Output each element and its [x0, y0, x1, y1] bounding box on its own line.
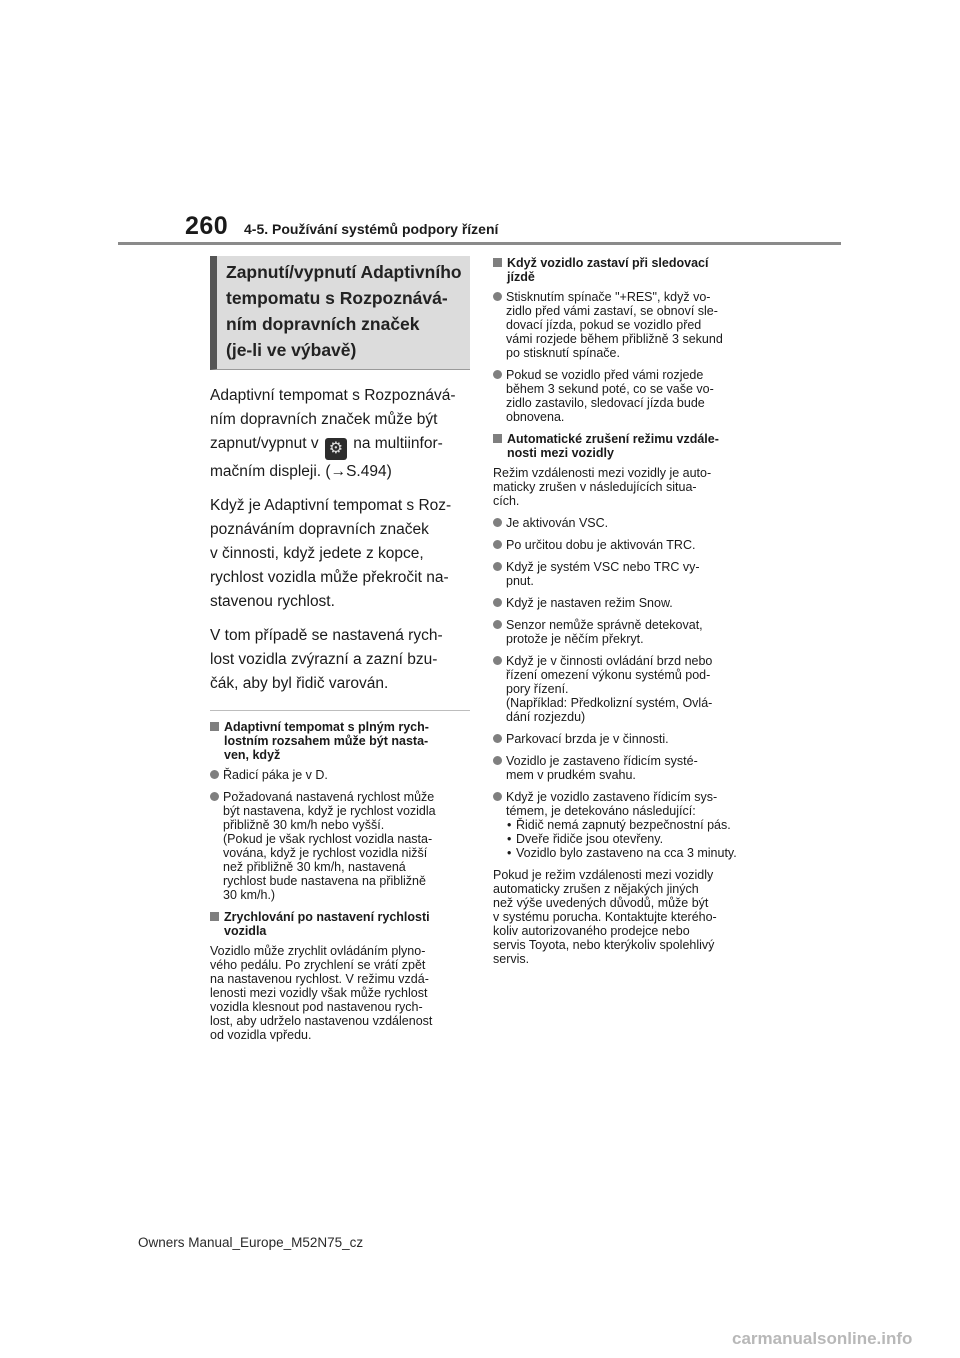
text-line: servis. [493, 952, 530, 966]
text-line: než výše uvedených důvodů, může být [493, 896, 709, 910]
text-line: mačním displeji. (→S.494) [210, 463, 392, 480]
square-bullet-icon [493, 258, 502, 267]
text-line: poznáváním dopravních značek [210, 521, 429, 538]
text-line: Požadovaná nastavená rychlost může [223, 790, 435, 804]
heading-line: tempomatu s Rozpoznává- [226, 288, 448, 308]
text-line: po stisknutí spínače. [506, 346, 620, 360]
text-line: v systému porucha. Kontaktujte kterého- [493, 910, 717, 924]
text-line: Když je systém VSC nebo TRC vy- [506, 560, 700, 574]
text-line: rychlost bude nastavena na přibližně [223, 874, 426, 888]
acceleration-paragraph [210, 944, 470, 1042]
text-line: Je aktivován VSC. [506, 516, 609, 530]
text-line: vého pedálu. Po zrychlení se vrátí zpět [210, 958, 426, 972]
text-line: Když je Adaptivní tempomat s Roz- [210, 497, 452, 514]
text-line: maticky zrušen v následujících situa- [493, 480, 697, 494]
text-line: zapnut/vypnut v [210, 435, 319, 452]
circle-bullet-icon [493, 370, 502, 379]
text-line: lenosti mezi vozidly však může rychlost [210, 986, 428, 1000]
auto-cancel-paragraph [493, 466, 755, 508]
heading-line: Zapnutí/vypnutí Adaptivního [226, 262, 462, 282]
circle-bullet-icon [210, 770, 219, 779]
text-line: dání rozjezdu) [506, 710, 586, 724]
right-column [493, 256, 755, 974]
intro-paragraph-1 [210, 384, 470, 484]
text-line: zidlo zastavilo, sledovací jízda bude [506, 396, 705, 410]
text-line: řízení omezení výkonu systémů pod- [506, 668, 711, 682]
bullet-item [493, 290, 755, 360]
text-line: V tom případě se nastavená rych- [210, 627, 443, 644]
text-line: na nastavenou rychlost. V režimu vzdá- [210, 972, 429, 986]
sub-heading-auto-cancel [493, 432, 755, 460]
malfunction-paragraph [493, 868, 755, 966]
text-line: cích. [493, 494, 520, 508]
left-column [210, 256, 470, 1050]
text-line: Pokud se vozidlo před vámi rozjede [506, 368, 704, 382]
square-bullet-icon [210, 722, 219, 731]
circle-bullet-icon [493, 734, 502, 743]
section-divider [210, 710, 470, 711]
text-line: témem, je detekováno následující: [506, 804, 696, 818]
text-line: vozidla [224, 924, 267, 938]
sub-list-item: • Dveře řidiče jsou otevřeny. [506, 832, 755, 846]
bullet-item [493, 790, 755, 860]
section-title: 4-5. Používání systémů podpory řízení [244, 221, 499, 237]
bullet-item [210, 790, 470, 902]
circle-bullet-icon [493, 620, 502, 629]
text-line: servis Toyota, nebo kterýkoliv spolehlivý [493, 938, 715, 952]
bullet-item [493, 516, 755, 530]
circle-bullet-icon [493, 518, 502, 527]
square-bullet-icon [493, 434, 502, 443]
heading-line: ním dopravních značek [226, 314, 420, 334]
text-line: pory řízení. [506, 682, 569, 696]
sub-heading-acceleration [210, 910, 470, 938]
intro-text [210, 384, 470, 696]
text-line: (Pokud je však rychlost vozidla nasta- [223, 832, 433, 846]
text-line: mem v prudkém svahu. [506, 768, 636, 782]
page-number: 260 [185, 212, 229, 240]
watermark: carmanualsonline.info [732, 1329, 913, 1348]
circle-bullet-icon [493, 562, 502, 571]
bullet-item [493, 560, 755, 588]
bullet-item [493, 732, 755, 746]
bullet-item [493, 538, 755, 552]
text-line: Vozidlo je zastaveno řídicím systé- [506, 754, 698, 768]
bullet-item [493, 618, 755, 646]
text-line: na multiinfor- [353, 435, 443, 452]
text-line: Když je v činnosti ovládání brzd nebo [506, 654, 713, 668]
text-line: přibližně 30 km/h nebo vyšší. [223, 818, 385, 832]
text-line: Zrychlování po nastavení rychlosti [224, 910, 430, 924]
text-line: pnut. [506, 574, 534, 588]
circle-bullet-icon [493, 656, 502, 665]
text-line: nosti mezi vozidly [507, 446, 614, 460]
sub-list-item: • Řidič nemá zapnutý bezpečnostní pás. [506, 818, 755, 832]
bullet-item [493, 596, 755, 610]
text-line: během 3 sekund poté, co se vaše vo- [506, 382, 714, 396]
circle-bullet-icon [493, 292, 502, 301]
text-line: lostním rozsahem může být nasta- [224, 734, 429, 748]
intro-paragraph-2 [210, 494, 470, 614]
text-line: koliv autorizovaného prodejce nebo [493, 924, 690, 938]
text-line: Pokud je režim vzdálenosti mezi vozidly [493, 868, 714, 882]
text-line: Když je nastaven režim Snow. [506, 596, 673, 610]
square-bullet-icon [210, 912, 219, 921]
text-line: protože je něčím překryt. [506, 632, 644, 646]
bullet-item [493, 368, 755, 424]
bullet-item [210, 768, 470, 782]
sub-list-item: • Vozidlo bylo zastaveno na cca 3 minuty. [506, 846, 755, 860]
heading-line: (je-li ve výbavě) [226, 340, 357, 360]
bullet-item [493, 654, 755, 724]
text-line: Řadicí páka je v D. [223, 768, 328, 782]
manual-footer: Owners Manual_Europe_M52N75_cz [138, 1235, 364, 1250]
gear-settings-icon: ⚙ [325, 438, 347, 460]
sub-heading-vehicle-stops [493, 256, 755, 284]
text-line: lost vozidla zvýrazní a zazní bzu- [210, 651, 438, 668]
circle-bullet-icon [493, 756, 502, 765]
text-line: Když je vozidlo zastaveno řídicím sys- [506, 790, 718, 804]
text-line: lost, aby udrželo nastavenou vzdálenost [210, 1014, 433, 1028]
text-line: dovací jízda, pokud se vozidlo před [506, 318, 702, 332]
text-line: Vozidlo může zrychlit ovládáním plyno- [210, 944, 426, 958]
text-line: Po určitou dobu je aktivován TRC. [506, 538, 696, 552]
text-line: vámi rozjede během přibližně 3 sekund [506, 332, 723, 346]
text-line: v činnosti, když jedete z kopce, [210, 545, 424, 562]
text-line: být nastavena, když je rychlost vozidla [223, 804, 436, 818]
text-line: Adaptivní tempomat s Rozpoznává- [210, 387, 456, 404]
text-line: od vozidla vpředu. [210, 1028, 312, 1042]
text-line: Adaptivní tempomat s plným rych- [224, 720, 429, 734]
text-line: ven, když [224, 748, 281, 762]
text-line: obnovena. [506, 410, 565, 424]
circle-bullet-icon [210, 792, 219, 801]
bullet-item [493, 754, 755, 782]
text-line: Stisknutím spínače "+RES", když vo- [506, 290, 711, 304]
text-line: Když vozidlo zastaví při sledovací [507, 256, 709, 270]
boxed-heading [210, 256, 470, 370]
text-line: vozidla klesnout pod nastavenou rych- [210, 1000, 423, 1014]
text-line: automaticky zrušen z nějakých jiných [493, 882, 699, 896]
text-line: jízdě [507, 270, 535, 284]
text-line: Parkovací brzda je v činnosti. [506, 732, 669, 746]
intro-paragraph-3 [210, 624, 470, 696]
circle-bullet-icon [493, 540, 502, 549]
text-line: Automatické zrušení režimu vzdále- [507, 432, 719, 446]
text-line: vována, když je rychlost vozidla nižší [223, 846, 428, 860]
text-line: zidlo před vámi zastaví, se obnoví sle- [506, 304, 718, 318]
circle-bullet-icon [493, 792, 502, 801]
text-line: čák, aby byl řidič varován. [210, 675, 389, 692]
sub-heading-full-speed-range [210, 720, 470, 762]
text-line: Režim vzdálenosti mezi vozidly je auto- [493, 466, 712, 480]
text-line: 30 km/h.) [223, 888, 276, 902]
text-line: stavenou rychlost. [210, 593, 335, 610]
circle-bullet-icon [493, 598, 502, 607]
text-line: ním dopravních značek může být [210, 411, 438, 428]
header-divider [118, 242, 841, 245]
text-line: rychlost vozidla může překročit na- [210, 569, 449, 586]
text-line: (Například: Předkolizní systém, Ovlá- [506, 696, 713, 710]
text-line: Senzor nemůže správně detekovat, [506, 618, 703, 632]
text-line: než přibližně 30 km/h, nastavená [223, 860, 406, 874]
